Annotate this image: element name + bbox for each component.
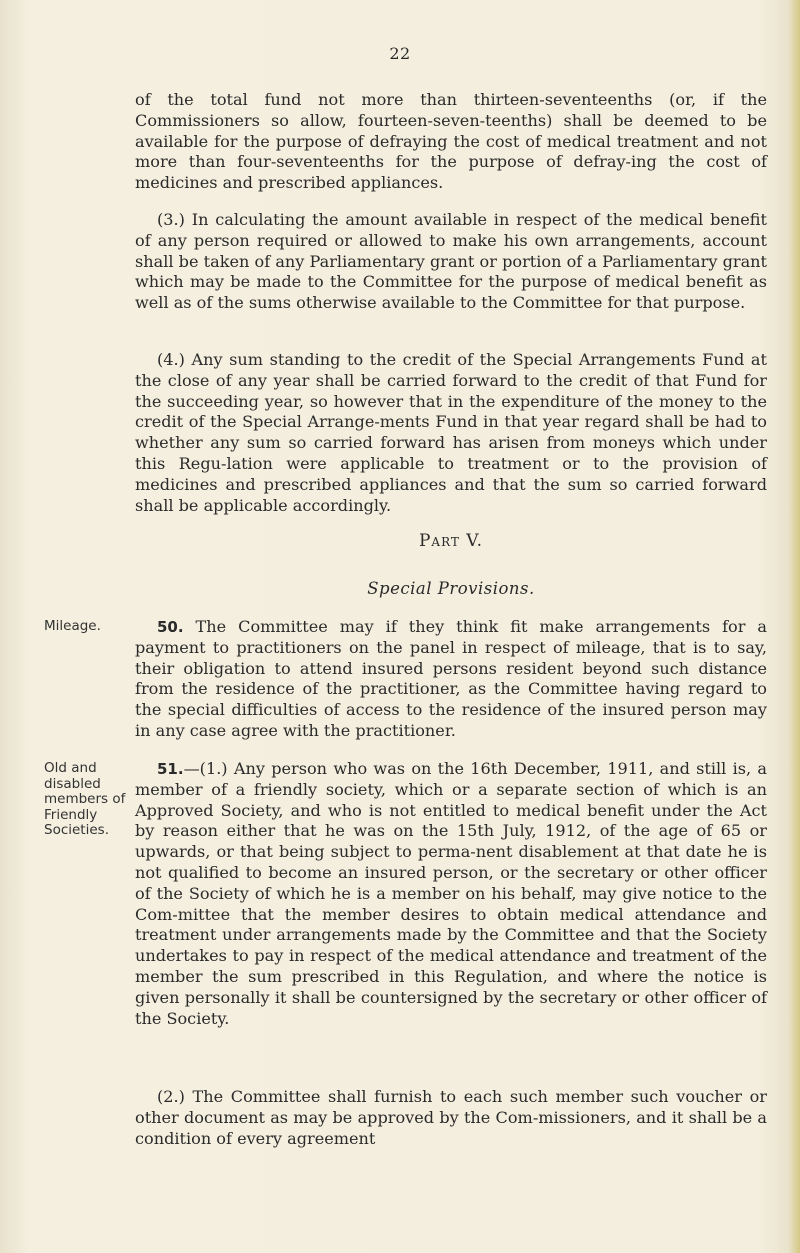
- paragraph-4-special-arrangements: (4.) Any sum standing to the credit of the Special Arrangements Fund at the close of any year shall be carried forward to the credit of that Fund for the succeeding year, so however that in the expenditure of the money to the credit of the Special Arrange-ments Fund in that year regard shall be had to whether any sum so carried forward has arisen from moneys which under this Regu-lation were applicable to treatment or to the provision of medicines and prescribed appliances and that the sum so carried forward shall be applicable accordingly.: [135, 350, 767, 515]
- page-number: 22: [389, 44, 411, 63]
- part-heading: Part V.: [418, 531, 484, 551]
- part-subheading: Special Provisions.: [367, 579, 535, 598]
- paragraph-fund-allocation: of the total fund not more than thirteen-seventeenths (or, if the Commissioners so allow, fourteen-seven-teenths) shall be deemed to be available for the purpose of defraying the cost of medical treatment and not more than four-seventeenths for the purpose of defray-ing the cost of medicines and prescribed appliances.: [135, 90, 767, 193]
- paragraph-3-calculating: (3.) In calculating the amount available in respect of the medical benefit of any person required or allowed to make his own arrangements, account shall be taken of any Parliamentary grant or portion of a Parliamentary grant which may be made to the Committee for the purpose of medical benefit as well as of the sums otherwise available to the Committee for that purpose.: [135, 210, 767, 313]
- section-50-text: The Committee may if they think fit make arrangements for a payment to practitioners on the panel in respect of mileage, that is to say, their obligation to attend insured persons resident beyond such distance from the residence of the practitioner, as the Committee having regard to the special difficulties of access to the residence of the insured person may in any case agree with the practitioner.: [135, 617, 767, 740]
- margin-note-mileage: Mileage.: [44, 618, 101, 634]
- section-51-subsection-2: (2.) The Committee shall furnish to each such member such voucher or other document as may be approved by the Com-missioners, and it shall be a condition of every agreement: [135, 1087, 767, 1148]
- page-edge: [788, 0, 800, 1253]
- margin-note-old-disabled: Old and disabled members of Friendly Societies.: [44, 760, 126, 838]
- section-50: [135, 617, 767, 742]
- section-51: [135, 759, 767, 1029]
- section-51-text: —(1.) Any person who was on the 16th December, 1911, and still is, a member of a friendly society, which or a separate section of which is an Approved Society, and who is not entitled to medical benefit under the Act by reason either that he was on the 15th July, 1912, of the age of 65 or upwards, or that being subject to perma-nent disablement at that date he is not qualified to become an insured person, or the secretary or other officer of the Society of which he is a member on his behalf, may give notice to the Com-mittee that the member desires to obtain medical attendance and treatment under arrangements made by the Committee and that the Society undertakes to pay in respect of the medical attendance and treatment of the member the sum prescribed in this Regulation, and where the notice is given personally it shall be countersigned by the secretary or other officer of the Society.: [135, 759, 767, 1028]
- section-50-number: 50.: [157, 618, 184, 636]
- section-51-number: 51.: [157, 760, 184, 778]
